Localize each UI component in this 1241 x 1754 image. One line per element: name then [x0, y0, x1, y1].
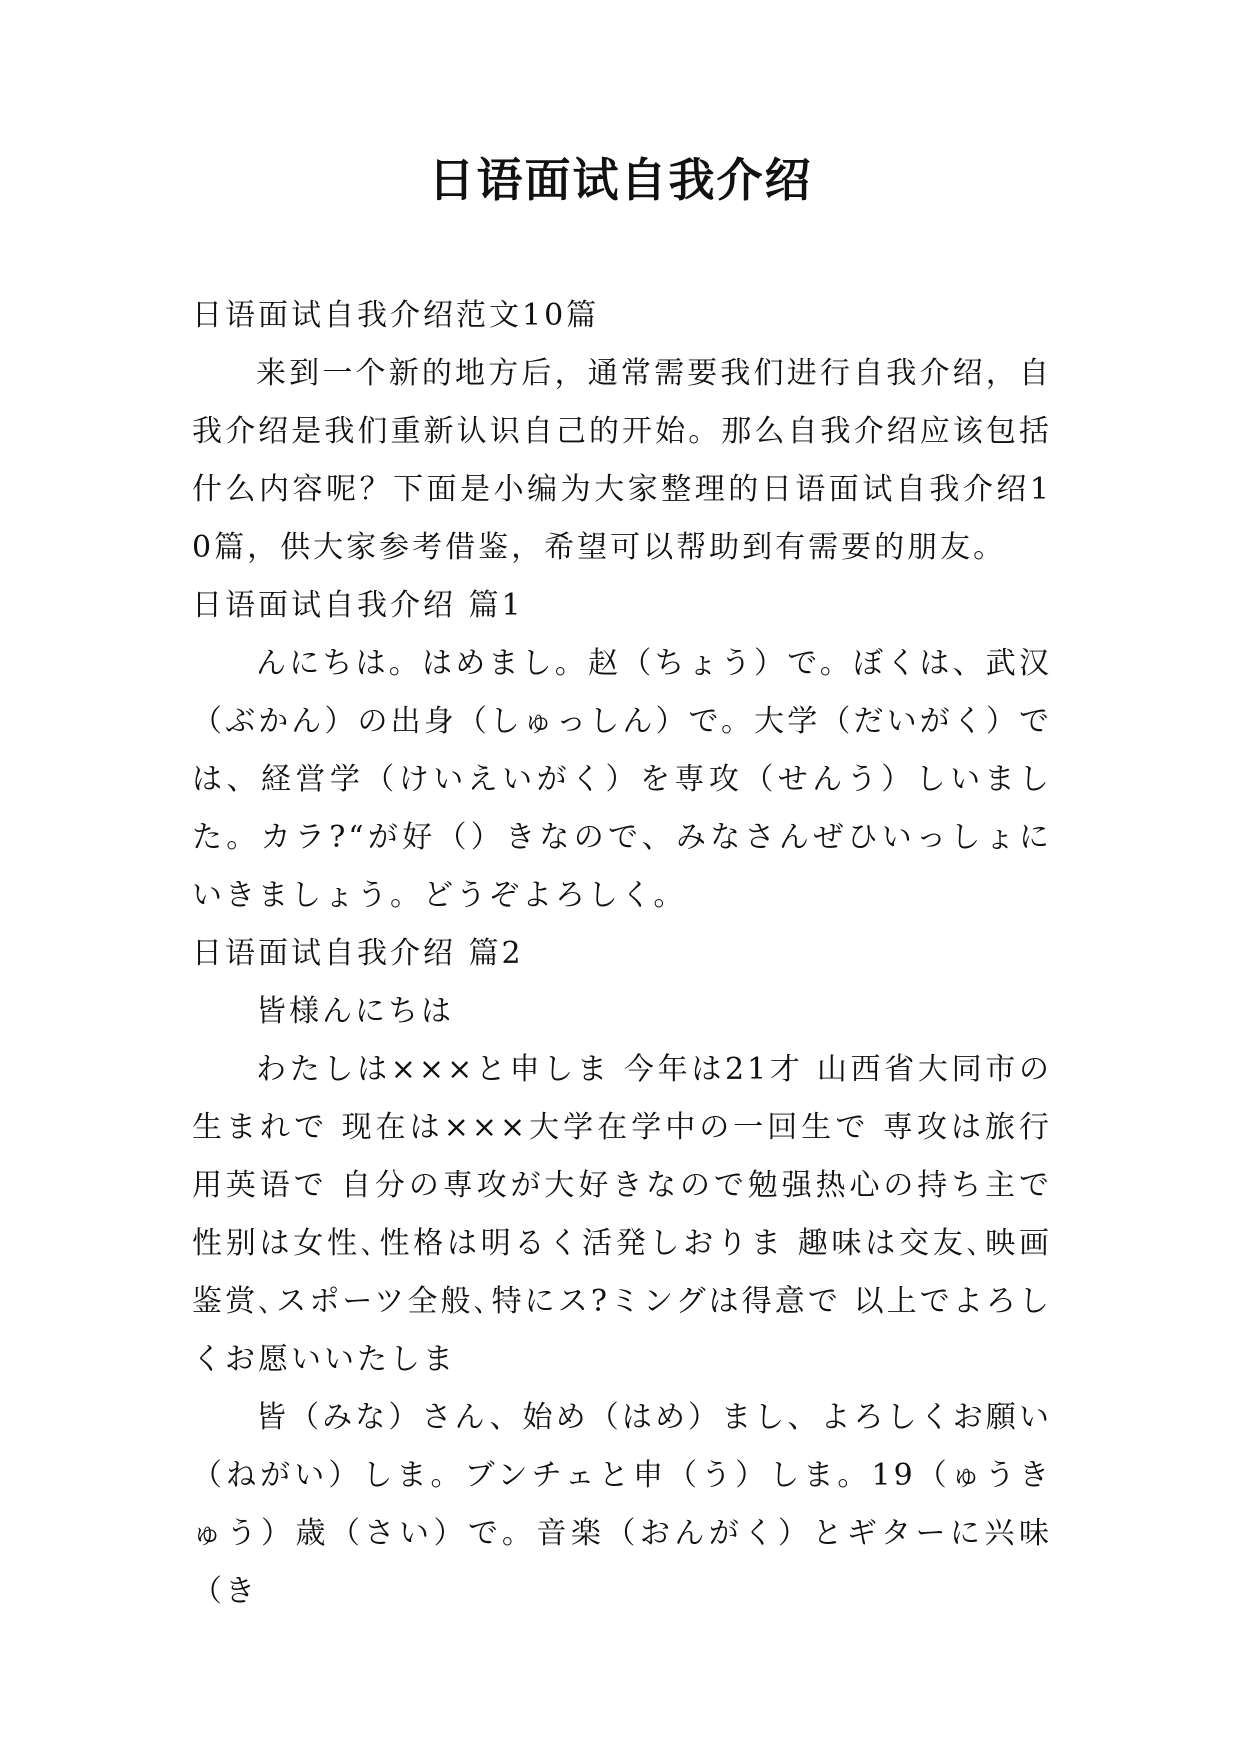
section-heading: 日语面试自我介绍 篇2 — [192, 936, 524, 971]
section-heading: 日语面试自我介绍 篇1 — [192, 588, 524, 623]
body-paragraph: 皆様んにちは — [256, 994, 454, 1029]
document-body — [192, 287, 1052, 1621]
document-title: 日语面试自我介绍 — [428, 153, 813, 207]
intro-paragraph: 来到一个新的地方后，通常需要我们进行自我介绍，自我介绍是我们重新认识自己的开始。那么自我介绍应该包括什么内容呢？下面是小编为大家整理的日语面试自我介绍10篇，供大家参考借鉴，希望可以帮助到有需要的朋友。 — [192, 356, 1052, 565]
body-paragraph: わたしは×××と申しま 今年は21才 山西省大同市の生まれで 现在は×××大学在学中の一回生で 専攻は旅行用英语で 自分の専攻が大好きなので勉强热心の持ち主で 性别は女性､性格は明るく活発しおりま 趣味は交友､映画鉴赏､スポーツ全般､特にス?ミングは得意で 以上でよろしくお愿いいたしま — [192, 1052, 1052, 1377]
section-heading: 日语面试自我介绍范文10篇 — [192, 298, 600, 333]
body-paragraph: 皆（みな）さん、始め（はめ）まし、よろしくお願い（ねがい）しま。ブンチェと申（う）しま。19（ゅうきゅう）歳（さい）で。音楽（おんがく）とギターに兴味（き — [192, 1400, 1052, 1609]
body-paragraph: んにちは。はめまし。赵（ちょう）で。ぼくは、武汉（ぶかん）の出身（しゅっしん）で。大学（だいがく）では、経営学（けいえいがく）を専攻（せんう）しいました。カラ?“が好（）きなので、みなさんぜひいっしょにいきましょう。どうぞよろしく。 — [192, 646, 1052, 913]
